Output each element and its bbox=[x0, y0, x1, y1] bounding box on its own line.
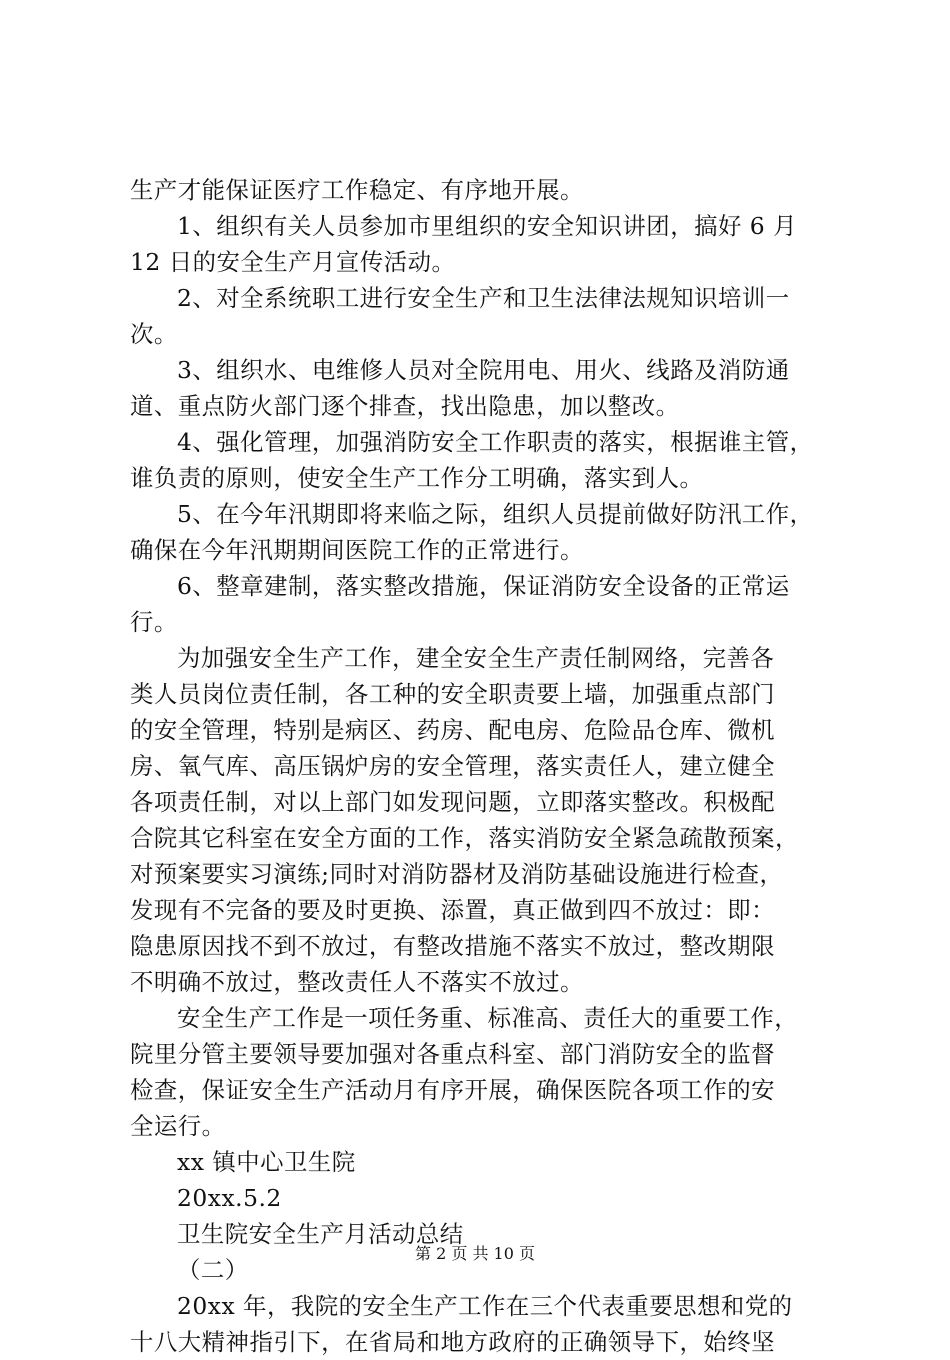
text-line: 发现有不完备的要及时更换、添置，真正做到四不放过：即： bbox=[130, 896, 776, 924]
text-line: 安全生产工作是一项任务重、标准高、责任大的重要工作， bbox=[177, 1004, 799, 1032]
text-line: 12 日的安全生产月宣传活动。 bbox=[130, 248, 456, 276]
text-line: 的安全管理，特别是病区、药房、配电房、危险品仓库、微机 bbox=[130, 716, 776, 744]
text-line: 全运行。 bbox=[130, 1112, 226, 1140]
text-line: 合院其它科室在安全方面的工作，落实消防安全紧急疏散预案， bbox=[130, 824, 799, 852]
text-line: 不明确不放过，整改责任人不落实不放过。 bbox=[130, 968, 584, 996]
page-number-label: 第 2 页 共 10 页 bbox=[415, 1244, 535, 1263]
page-footer bbox=[0, 1242, 950, 1266]
text-line: 20xx.5.2 bbox=[177, 1184, 282, 1212]
text-line: 确保在今年汛期期间医院工作的正常进行。 bbox=[130, 536, 584, 564]
text-line: 隐患原因找不到不放过，有整改措施不落实不放过，整改期限 bbox=[130, 932, 776, 960]
text-line: 检查，保证安全生产活动月有序开展，确保医院各项工作的安 bbox=[130, 1076, 776, 1104]
text-line: 生产才能保证医疗工作稳定、有序地开展。 bbox=[130, 176, 584, 204]
text-line: （二） bbox=[177, 1256, 249, 1284]
text-line: 房、氧气库、高压锅炉房的安全管理，落实责任人，建立健全 bbox=[130, 752, 776, 780]
text-line: 谁负责的原则，使安全生产工作分工明确，落实到人。 bbox=[130, 464, 704, 492]
text-line: 4、强化管理，加强消防安全工作职责的落实，根据谁主管， bbox=[177, 428, 814, 456]
text-line: 5、在今年汛期即将来临之际，组织人员提前做好防汛工作， bbox=[177, 500, 814, 528]
document-body bbox=[130, 172, 830, 1360]
text-line: 1、组织有关人员参加市里组织的安全知识讲团，搞好 6 月 bbox=[177, 212, 798, 240]
text-line: 20xx 年，我院的安全生产工作在三个代表重要思想和党的 bbox=[177, 1292, 793, 1320]
text-line: 3、组织水、电维修人员对全院用电、用火、线路及消防通 bbox=[177, 356, 790, 384]
text-line: 行。 bbox=[130, 608, 178, 636]
text-line: 十八大精神指引下，在省局和地方政府的正确领导下，始终坚 bbox=[130, 1328, 776, 1356]
text-line: 各项责任制，对以上部门如发现问题，立即落实整改。积极配 bbox=[130, 788, 776, 816]
text-line: 卫生院安全生产月活动总结 bbox=[177, 1220, 464, 1248]
text-line: 次。 bbox=[130, 320, 178, 348]
text-line: 道、重点防火部门逐个排查，找出隐患，加以整改。 bbox=[130, 392, 680, 420]
text-line: 院里分管主要领导要加强对各重点科室、部门消防安全的监督 bbox=[130, 1040, 776, 1068]
text-line: 类人员岗位责任制，各工种的安全职责要上墙，加强重点部门 bbox=[130, 680, 776, 708]
text-line: xx 镇中心卫生院 bbox=[177, 1148, 356, 1176]
text-line: 2、对全系统职工进行安全生产和卫生法律法规知识培训一 bbox=[177, 284, 790, 312]
text-line: 为加强安全生产工作，建全安全生产责任制网络，完善各 bbox=[177, 644, 775, 672]
text-line: 6、整章建制，落实整改措施，保证消防安全设备的正常运 bbox=[177, 572, 790, 600]
text-line: 对预案要实习演练;同时对消防器材及消防基础设施进行检查， bbox=[130, 860, 784, 888]
